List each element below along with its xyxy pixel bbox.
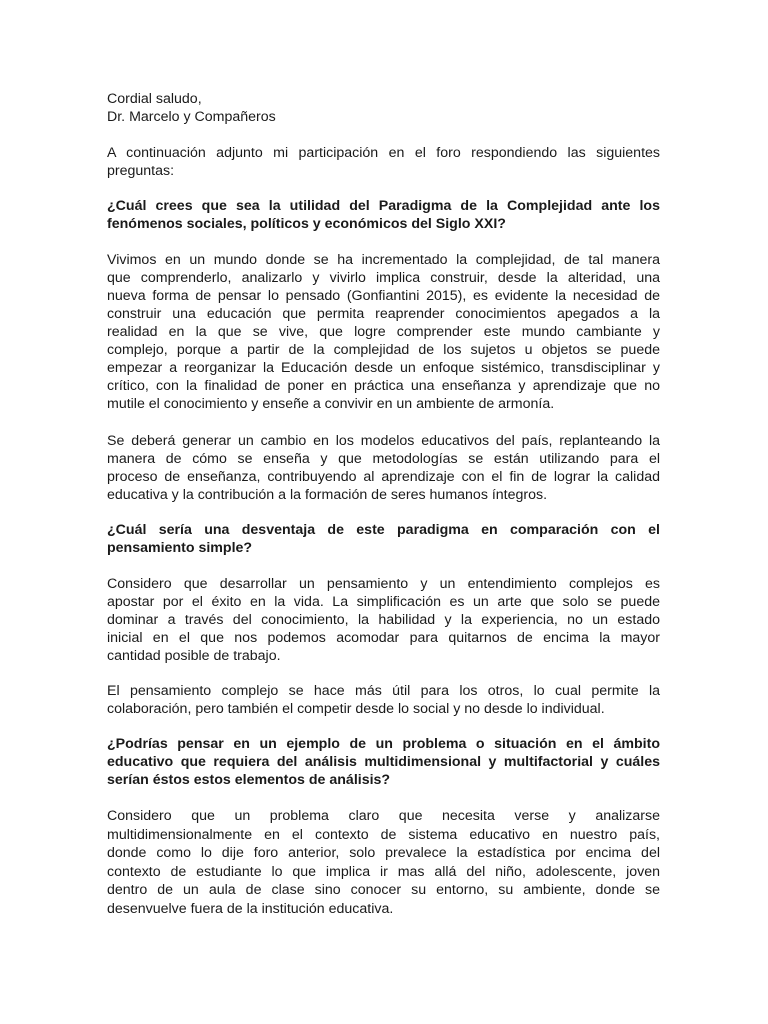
question-line: pensamiento simple? (107, 540, 253, 556)
paragraph-line: mutile el conocimiento y enseñe a convivir en un ambiente de armonía. (107, 396, 555, 412)
paragraph-line: complejo, porque a partir de la complejidad de los sujetos u objetos se puede (107, 342, 660, 358)
paragraph-line: contexto de estudiante lo que implica ir mas allá del niño, adolescente, joven (107, 863, 660, 880)
question-2 (107, 521, 660, 557)
paragraph-line: manera de cómo se enseña y que metodologías se están utilizando para el (107, 451, 660, 467)
paragraph-line: dentro de un aula de clase sino conocer su entorno, su ambiente, donde se (107, 882, 660, 899)
answer-3-paragraph-1 (107, 807, 660, 919)
document-page (107, 90, 660, 919)
paragraph-line: A continuación adjunto mi participación en el foro respondiendo las siguientes (107, 145, 660, 161)
question-3 (107, 735, 660, 789)
paragraph-line: Se deberá generar un cambio en los modelos educativos del país, replanteando la (107, 433, 660, 449)
intro-paragraph (107, 144, 660, 180)
paragraph-line: dominar a través del conocimiento, la habilidad y la experiencia, no un estado (107, 612, 660, 628)
paragraph-line: educativa y la contribución a la formación de seres humanos íntegros. (107, 487, 548, 503)
question-line: serían éstos estos elementos de análisis? (107, 772, 391, 788)
answer-2-paragraph-1 (107, 575, 660, 665)
paragraph-line: nueva forma de pensar lo pensado (Gonfiantini 2015), es evidente la necesidad de (107, 288, 660, 304)
question-line: ¿Cuál crees que sea la utilidad del Paradigma de la Complejidad ante los (107, 198, 660, 214)
greeting-line: Dr. Marcelo y Compañeros (107, 109, 276, 125)
paragraph-line: multidimensionalmente en el contexto de sistema educativo en nuestro país, (107, 826, 660, 843)
question-1 (107, 197, 660, 233)
paragraph-line: crítico, con la finalidad de poner en práctica una enseñanza y aprendizaje que no (107, 378, 660, 394)
answer-2-paragraph-2 (107, 682, 660, 718)
paragraph-line: cantidad posible de trabajo. (107, 648, 281, 664)
paragraph-line: El pensamiento complejo se hace más útil para los otros, lo cual permite la (107, 683, 660, 699)
paragraph-line: donde como lo dije foro anterior, solo prevalece la estadística por encima del (107, 845, 660, 862)
greeting-line: Cordial saludo, (107, 91, 202, 107)
paragraph-line: proceso de enseñanza, contribuyendo al aprendizaje con el fin de lograr la calidad (107, 469, 660, 485)
paragraph-line: Vivimos en un mundo donde se ha incrementado la complejidad, de tal manera (107, 252, 660, 268)
paragraph-line: desenvuelve fuera de la institución educativa. (107, 900, 394, 917)
paragraph-line: Considero que desarrollar un pensamiento y un entendimiento complejos es (107, 576, 660, 592)
paragraph-line: construir una educación que permita reaprender conocimientos apegados a la (107, 306, 660, 322)
paragraph-line: colaboración, pero también el competir desde lo social y no desde lo individual. (107, 701, 605, 717)
question-line: educativo que requiera del análisis multidimensional y multifactorial y cuáles (107, 754, 660, 770)
answer-1-paragraph-2 (107, 432, 660, 504)
paragraph-line: inicial en el que nos podemos acomodar para quitarnos de encima la mayor (107, 630, 660, 646)
paragraph-line: Considero que un problema claro que necesita verse y analizarse (107, 808, 660, 824)
question-line: ¿Podrías pensar en un ejemplo de un problema o situación en el ámbito (107, 736, 660, 752)
paragraph-line: apostar por el éxito en la vida. La simplificación es un arte que solo se puede (107, 594, 660, 610)
greeting (107, 90, 660, 126)
answer-1-paragraph-1 (107, 251, 660, 413)
paragraph-line: empezar a reorganizar la Educación desde un enfoque sistémico, transdisciplinar y (107, 360, 660, 376)
question-line: fenómenos sociales, políticos y económicos del Siglo XXI? (107, 216, 506, 232)
paragraph-line: que comprenderlo, analizarlo y vivirlo implica construir, desde la alteridad, una (107, 270, 660, 286)
paragraph-line: preguntas: (107, 163, 175, 179)
question-line: ¿Cuál sería una desventaja de este paradigma en comparación con el (107, 522, 660, 538)
paragraph-line: realidad en la que se vive, que logre comprender este mundo cambiante y (107, 324, 660, 340)
